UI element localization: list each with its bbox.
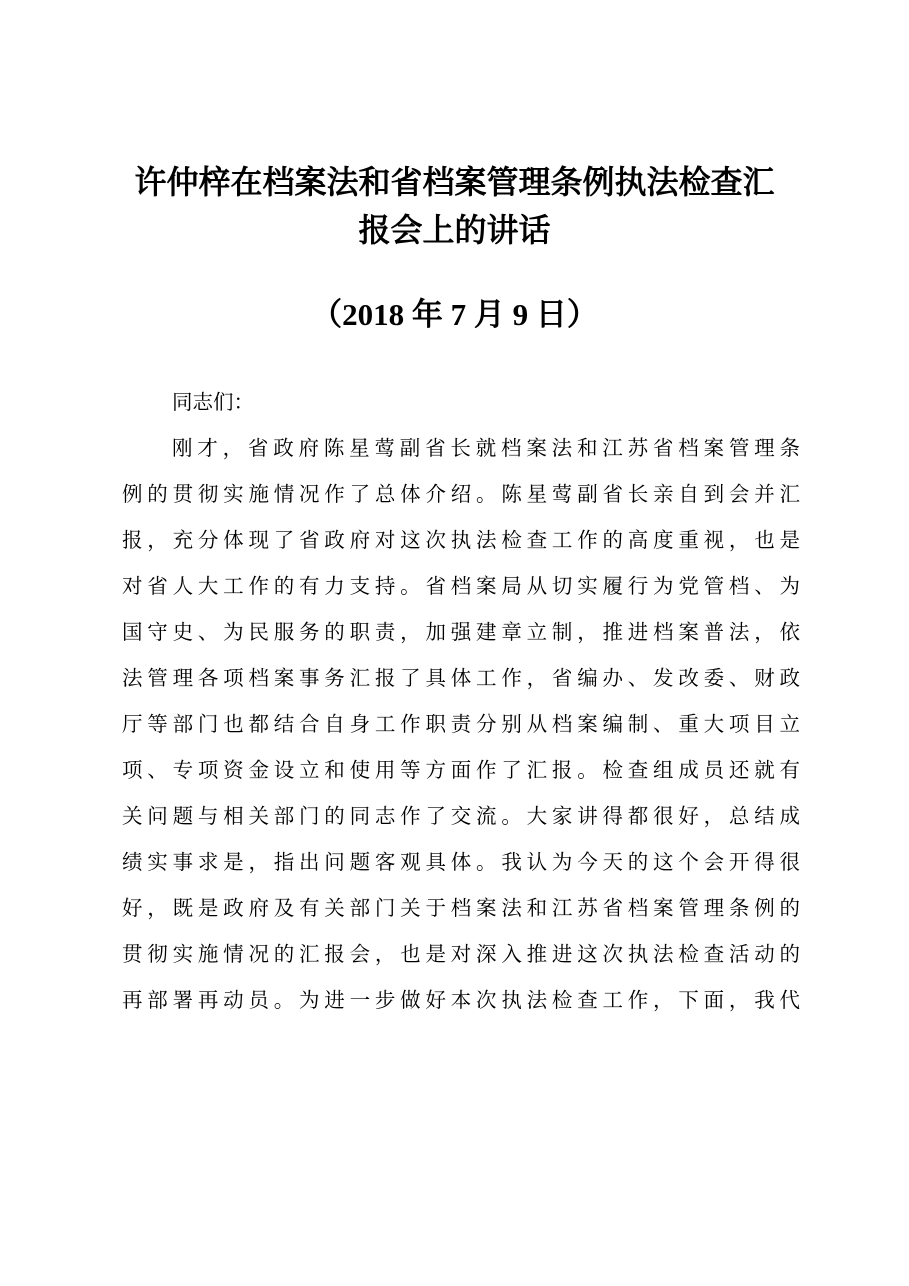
paragraph-line: 好，既是政府及有关部门关于档案法和江苏省档案管理条例的 (122, 896, 800, 920)
document-date: （2018 年 7 月 9 日） (311, 297, 598, 332)
title-line-2: 报会上的讲话 (358, 211, 551, 249)
paragraph-line: 对省人大工作的有力支持。省档案局从切实履行为党管档、为 (122, 574, 800, 598)
paragraph-line: 报，充分体现了省政府对这次执法检查工作的高度重视，也是 (122, 528, 800, 552)
paragraph-line: 贯彻实施情况的汇报会，也是对深入推进这次执法检查活动的 (122, 942, 800, 966)
paragraph-line: 厅等部门也都结合自身工作职责分别从档案编制、重大项目立 (122, 712, 800, 736)
paragraph-line: 再部署再动员。为进一步做好本次执法检查工作，下面，我代 (122, 988, 800, 1012)
paragraph-line: 国守史、为民服务的职责，加强建章立制，推进档案普法，依 (122, 620, 800, 644)
document-body (122, 379, 800, 1023)
salutation: 同志们： (172, 390, 254, 414)
paragraph-line: 刚才，省政府陈星莺副省长就档案法和江苏省档案管理条 (172, 436, 800, 460)
paragraph-line: 例的贯彻实施情况作了总体介绍。陈星莺副省长亲自到会并汇 (122, 482, 800, 506)
title-line-1: 许仲梓在档案法和省档案管理条例执法检查汇 (134, 163, 775, 201)
paragraph-line: 绩实事求是，指出问题客观具体。我认为今天的这个会开得很 (122, 850, 800, 874)
paragraph-line: 法管理各项档案事务汇报了具体工作，省编办、发改委、财政 (122, 666, 800, 690)
paragraph-line: 项、专项资金设立和使用等方面作了汇报。检查组成员还就有 (122, 758, 800, 782)
document-title (100, 158, 809, 254)
paragraph-line: 关问题与相关部门的同志作了交流。大家讲得都很好，总结成 (122, 804, 800, 828)
